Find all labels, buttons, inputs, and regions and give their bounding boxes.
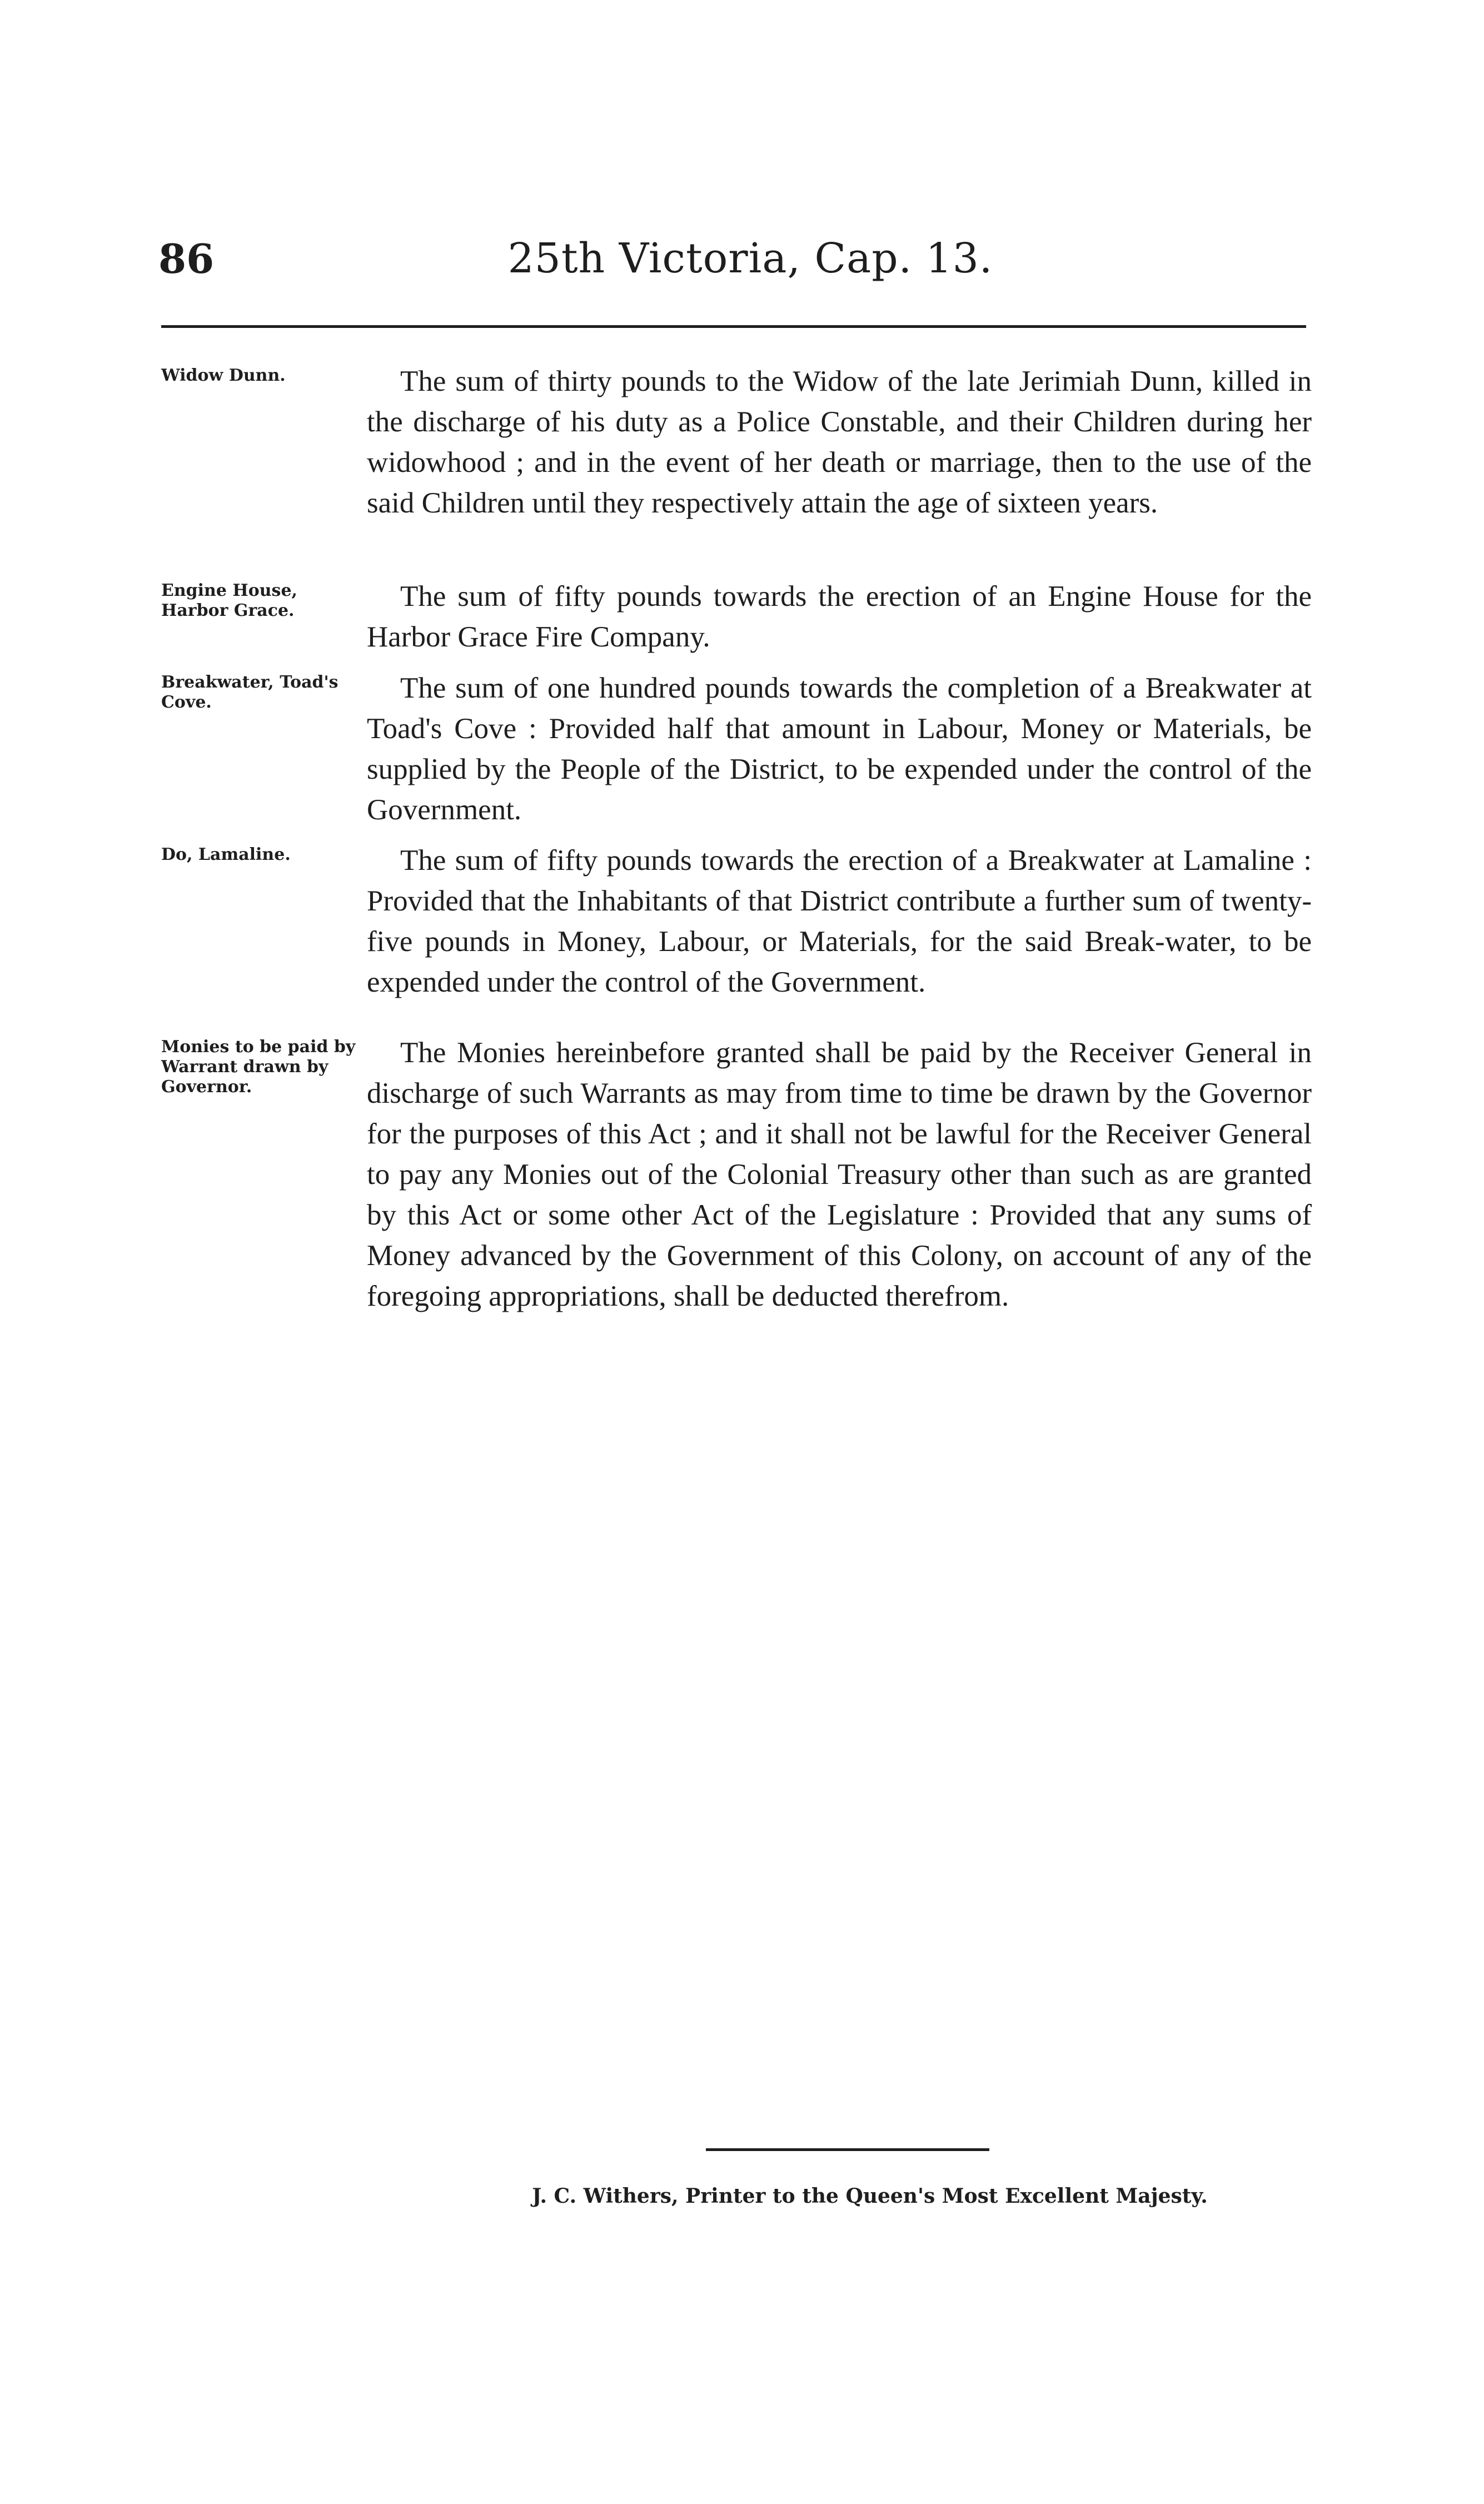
footer-rule — [706, 2148, 989, 2151]
section-paragraph: The Monies hereinbefore granted shall be paid by the Receiver General in discharge of such Warrants as may from time to time be drawn by the Governor for the purposes of this Act ; and it shall not be lawful for the Receiver General to pay any Monies out of the Colonial Treasury other than such as are granted by this Act or some other Act of the Legislature : Provided that any sums of Money advanced by the Government of this Colony, on account of any of the foregoing appropriations, shall be deducted therefrom. — [367, 1037, 1312, 1312]
header-rule — [161, 325, 1306, 328]
printer-imprint: J. C. Withers, Printer to the Queen's Most Excellent Majesty. — [532, 2184, 1208, 2208]
margin-note: Do, Lamaline. — [161, 845, 291, 864]
margin-note: Widow Dunn. — [161, 366, 286, 385]
page-number: 86 — [158, 235, 215, 282]
running-head-title: 25th Victoria, Cap. 13. — [507, 235, 993, 282]
section-paragraph: The sum of fifty pounds towards the erection of a Breakwater at Lamaline : Provided that the Inhabitants of that District contribute a further sum of twenty-five pounds in Money, Labour, or Materials, for the said Break-water, to be expended under the control of the Government. — [367, 844, 1312, 998]
margin-note: Monies to be paid by Warrant drawn by Governor. — [161, 1037, 356, 1097]
margin-note: Breakwater, Toad's Cove. — [161, 673, 338, 712]
section-paragraph: The sum of thirty pounds to the Widow of the late Jerimiah Dunn, killed in the discharge of his duty as a Police Constable, and their Children during her widowhood ; and in the event of her death or marriage, then to the use of the said Children until they respectively attain the age of sixteen years. — [367, 365, 1312, 519]
section-paragraph: The sum of one hundred pounds towards the completion of a Breakwater at Toad's Cove : Provided half that amount in Labour, Money or Materials, be supplied by the People of the District, to be expended under the control of the Government. — [367, 672, 1312, 826]
margin-note: Engine House, Harbor Grace. — [161, 581, 297, 620]
section-paragraph: The sum of fifty pounds towards the erection of an Engine House for the Harbor Grace Fire Company. — [367, 580, 1312, 653]
